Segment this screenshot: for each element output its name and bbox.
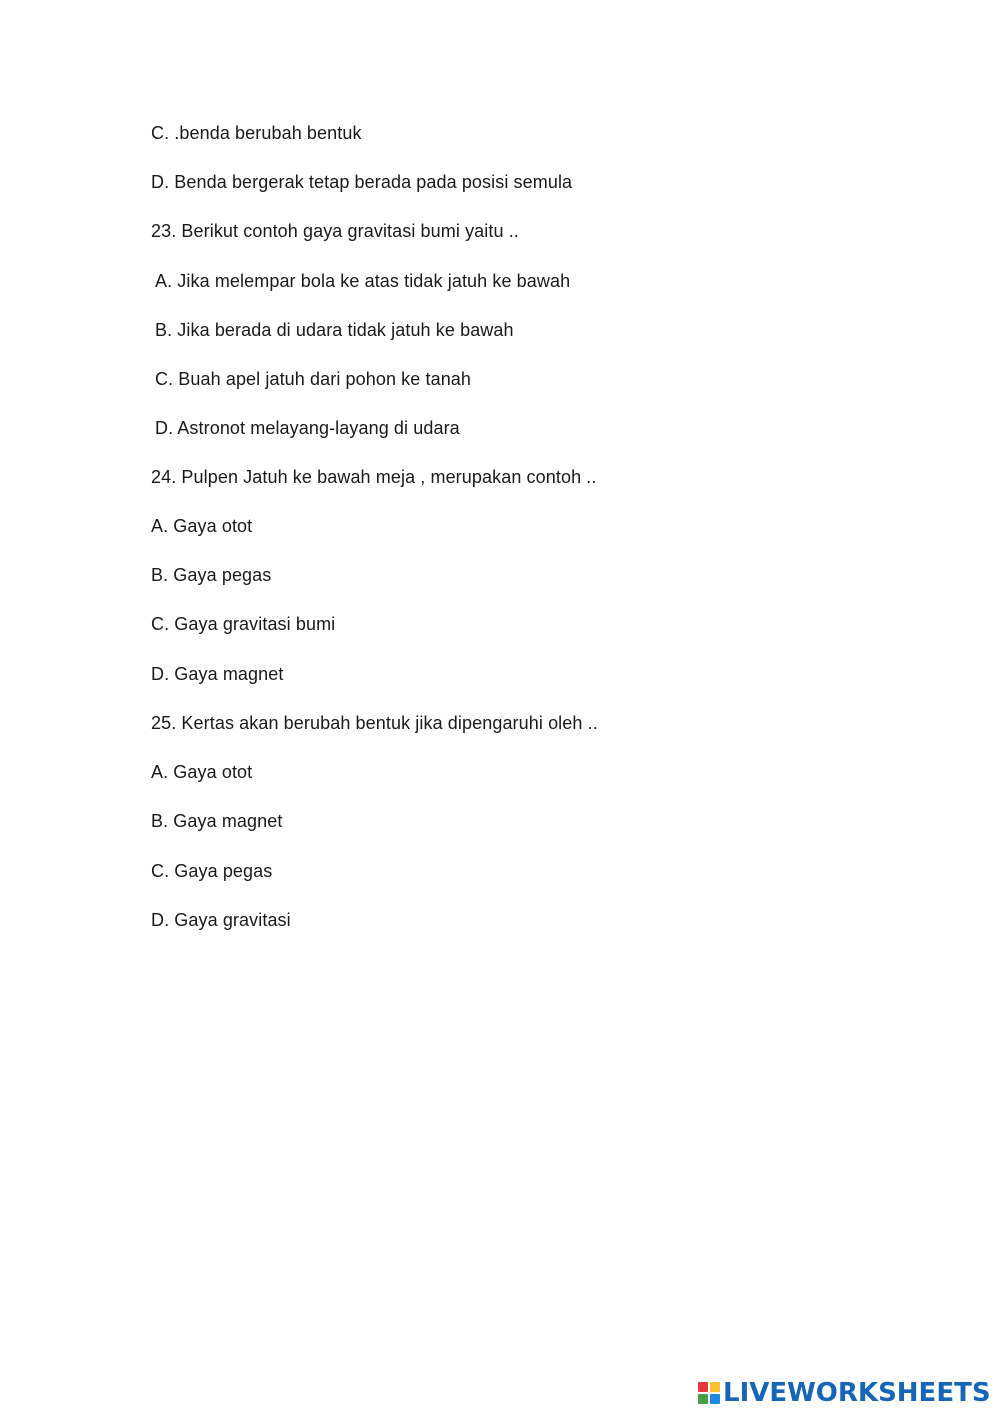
option-c-q23: C. Buah apel jatuh dari pohon ke tanah: [155, 369, 472, 389]
option-d-q25: D. Gaya gravitasi: [151, 910, 291, 930]
option-a-q23: A. Jika melempar bola ke atas tidak jatuh ke bawah: [155, 271, 571, 291]
logo-square-blue: [710, 1394, 720, 1404]
logo-square-red: [698, 1382, 708, 1392]
option-b-q23: B. Jika berada di udara tidak jatuh ke bawah: [155, 320, 514, 340]
option-b-q24: B. Gaya pegas: [151, 565, 272, 585]
question-25: 25. Kertas akan berubah bentuk jika dipengaruhi oleh ..: [151, 713, 598, 733]
option-c-q22: C. .benda berubah bentuk: [151, 123, 362, 143]
logo-square-green: [698, 1394, 708, 1404]
option-c-q24: C. Gaya gravitasi bumi: [151, 614, 336, 634]
question-24: 24. Pulpen Jatuh ke bawah meja , merupakan contoh ..: [151, 467, 597, 487]
option-d-q24: D. Gaya magnet: [151, 664, 284, 684]
option-d-q22: D. Benda bergerak tetap berada pada posisi semula: [151, 172, 573, 192]
brand-wordmark: LIVEWORKSHEETS: [723, 1378, 991, 1408]
option-a-q24: A. Gaya otot: [151, 516, 253, 536]
option-c-q25: C. Gaya pegas: [151, 861, 273, 881]
logo-square-yellow: [710, 1382, 720, 1392]
question-23: 23. Berikut contoh gaya gravitasi bumi yaitu ..: [151, 221, 519, 241]
liveworksheets-logo-icon: [698, 1382, 720, 1404]
option-b-q25: B. Gaya magnet: [151, 811, 283, 831]
option-d-q23: D. Astronot melayang-layang di udara: [155, 418, 460, 438]
liveworksheets-brand: [698, 1378, 991, 1408]
option-a-q25: A. Gaya otot: [151, 762, 253, 782]
